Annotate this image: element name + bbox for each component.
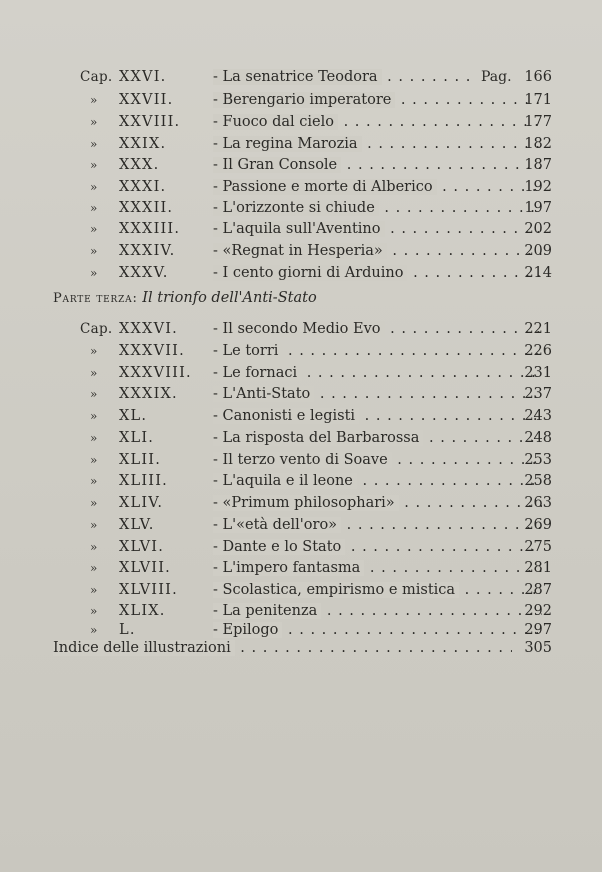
toc-row <box>0 492 602 514</box>
ditto-mark: » <box>90 344 98 358</box>
chapter-title: - Canonisti e legisti . . . <box>213 405 542 427</box>
ditto-mark: » <box>90 366 98 380</box>
toc-row <box>0 197 602 219</box>
chapter-number: XXXIII. <box>119 221 181 237</box>
ditto-mark: » <box>90 583 98 597</box>
ditto-mark: » <box>90 266 98 280</box>
toc-row <box>0 89 602 111</box>
chapter-title: - Berengario imperatore . . . <box>213 89 542 111</box>
page-number: 248 <box>524 430 552 446</box>
page-number: 275 <box>524 539 552 555</box>
chapter-title: - «Primum philosophari» . . . <box>213 492 542 514</box>
chapter-number: XXVI. <box>119 69 167 85</box>
toc-row <box>0 218 602 240</box>
toc-row <box>0 362 602 384</box>
page-number: 263 <box>524 495 552 511</box>
chapter-number: XXX. <box>119 157 160 173</box>
toc-row <box>0 318 602 340</box>
chapter-title: - Epilogo . . . <box>213 619 542 641</box>
page-number: 231 <box>524 365 552 381</box>
chapter-number: XXXIV. <box>119 243 176 259</box>
toc-row <box>0 262 602 284</box>
chapter-title: - Fuoco dal cielo . . . <box>213 111 542 133</box>
part-label: Parte terza: <box>53 291 138 306</box>
chapter-title: - Il secondo Medio Evo . . . <box>213 318 542 340</box>
ditto-mark: » <box>90 115 98 129</box>
ditto-mark: » <box>90 431 98 445</box>
page-number: 197 <box>524 200 552 216</box>
chapter-title: - L'orizzonte si chiude . . . <box>213 197 542 219</box>
chapter-number: XXXI. <box>119 179 167 195</box>
ditto-mark: » <box>90 623 98 637</box>
toc-row <box>0 383 602 405</box>
page-number: 237 <box>524 386 552 402</box>
ditto-mark: » <box>90 409 98 423</box>
chapter-number: XLV. <box>119 517 155 533</box>
chapter-number: XXVIII. <box>119 114 181 130</box>
toc-row <box>0 240 602 262</box>
chapter-number: L. <box>119 622 136 638</box>
chapter-number: XLIII. <box>119 473 168 489</box>
page-number: 243 <box>524 408 552 424</box>
ditto-mark: » <box>90 158 98 172</box>
page-number: 253 <box>524 452 552 468</box>
ditto-mark: » <box>90 201 98 215</box>
page-number: 214 <box>524 265 552 281</box>
chapter-title: - La regina Marozia . . . <box>213 133 542 155</box>
chapter-number: XXXVI. <box>119 321 178 337</box>
toc-row <box>0 427 602 449</box>
cap-label: Cap. <box>80 321 113 337</box>
chapter-title: - I cento giorni di Arduino . . . <box>213 262 542 284</box>
chapter-title: - Le torri . . . <box>213 340 542 362</box>
chapter-number: XLII. <box>119 452 162 468</box>
chapter-number: XLVIII. <box>119 582 178 598</box>
toc-row <box>0 111 602 133</box>
page-number: 258 <box>524 473 552 489</box>
ditto-mark: » <box>90 474 98 488</box>
index-row <box>53 637 552 659</box>
chapter-title: - La penitenza . . . <box>213 600 542 622</box>
chapter-number: XLVI. <box>119 539 165 555</box>
page-number: 177 <box>524 114 552 130</box>
chapter-title: - Scolastica, empirismo e mistica . . . <box>213 579 542 601</box>
page-number: 187 <box>524 157 552 173</box>
toc-row <box>0 536 602 558</box>
ditto-mark: » <box>90 561 98 575</box>
chapter-number: XLIV. <box>119 495 164 511</box>
toc-row <box>0 176 602 198</box>
chapter-title: - «Regnat in Hesperia» . . . <box>213 240 542 262</box>
part-title: Il trionfo dell'Anti-Stato <box>142 290 317 306</box>
toc-row <box>0 449 602 471</box>
ditto-mark: » <box>90 496 98 510</box>
toc-row <box>0 133 602 155</box>
part-heading <box>53 287 317 309</box>
toc-row <box>0 66 602 88</box>
toc-row <box>0 514 602 536</box>
chapter-number: XXIX. <box>119 136 167 152</box>
chapter-number: XLIX. <box>119 603 166 619</box>
chapter-title: - Le fornaci . . . <box>213 362 542 384</box>
ditto-mark: » <box>90 604 98 618</box>
chapter-number: XXXVII. <box>119 343 185 359</box>
page-number: 287 <box>524 582 552 598</box>
cap-label: Cap. <box>80 69 113 85</box>
pag-label: Pag. <box>481 69 512 85</box>
ditto-mark: » <box>90 137 98 151</box>
ditto-mark: » <box>90 387 98 401</box>
ditto-mark: » <box>90 244 98 258</box>
chapter-number: XLVII. <box>119 560 171 576</box>
page-number: 182 <box>524 136 552 152</box>
chapter-title: - Dante e lo Stato . . . <box>213 536 542 558</box>
toc-row <box>0 340 602 362</box>
chapter-number: XXXVIII. <box>119 365 192 381</box>
page-number: 166 <box>524 69 552 85</box>
chapter-title: - L'Anti-Stato . . . <box>213 383 542 405</box>
ditto-mark: » <box>90 518 98 532</box>
chapter-number: XL. <box>119 408 148 424</box>
page-number: 202 <box>524 221 552 237</box>
index-title: Indice delle illustrazioni . . . <box>53 637 512 659</box>
toc-row <box>0 405 602 427</box>
page-number: 171 <box>524 92 552 108</box>
page-number: 297 <box>524 622 552 638</box>
page-number: 292 <box>524 603 552 619</box>
page-number: 209 <box>524 243 552 259</box>
chapter-number: XXXII. <box>119 200 174 216</box>
chapter-title: - L'aquila e il leone . . . <box>213 470 542 492</box>
ditto-mark: » <box>90 93 98 107</box>
chapter-number: XXXIX. <box>119 386 178 402</box>
toc-row <box>0 154 602 176</box>
index-page-number: 305 <box>524 640 552 656</box>
chapter-title: - Il terzo vento di Soave . . . <box>213 449 542 471</box>
chapter-title: - Passione e morte di Alberico . . . <box>213 176 542 198</box>
page-number: 269 <box>524 517 552 533</box>
chapter-title: - La risposta del Barbarossa . . . <box>213 427 542 449</box>
chapter-title: - L'aquila sull'Aventino . . . <box>213 218 542 240</box>
toc-row <box>0 579 602 601</box>
toc-row <box>0 470 602 492</box>
toc-row <box>0 557 602 579</box>
chapter-title: - La senatrice Teodora . . . <box>213 66 477 88</box>
chapter-title: - L'«età dell'oro» . . . <box>213 514 542 536</box>
ditto-mark: » <box>90 540 98 554</box>
ditto-mark: » <box>90 453 98 467</box>
page-number: 221 <box>524 321 552 337</box>
chapter-number: XLI. <box>119 430 155 446</box>
chapter-title: - Il Gran Console . . . <box>213 154 542 176</box>
page-number: 192 <box>524 179 552 195</box>
ditto-mark: » <box>90 180 98 194</box>
ditto-mark: » <box>90 222 98 236</box>
page-number: 226 <box>524 343 552 359</box>
chapter-number: XXVII. <box>119 92 174 108</box>
chapter-number: XXXV. <box>119 265 169 281</box>
page-number: 281 <box>524 560 552 576</box>
chapter-title: - L'impero fantasma . . . <box>213 557 542 579</box>
